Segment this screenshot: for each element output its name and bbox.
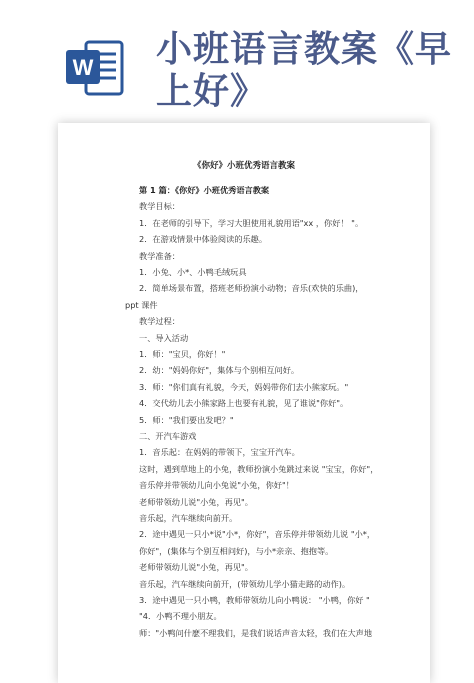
document-line: 3．师："你们真有礼貌，今天，妈妈带你们去小熊家玩。"	[139, 381, 349, 392]
document-line: 5．师："我们要出发吧？"	[139, 414, 234, 425]
document-line: 教学目标：	[139, 201, 180, 212]
word-icon-letter: W	[72, 55, 94, 80]
document-line: ppt 课件	[125, 299, 158, 310]
document-line: 音乐起，汽车继续向前开，(带领幼儿学小猫走路的动作)。	[139, 578, 351, 589]
word-document-icon	[66, 38, 124, 98]
document-line: 教学准备：	[139, 250, 180, 261]
document-line: 2．幼："妈妈你好"，集体与个别相互问好。	[139, 365, 300, 376]
banner	[0, 0, 474, 120]
document-line: 4．交代幼儿去小熊家路上也要有礼貌，见了谁说"你好"。	[139, 398, 349, 409]
document-line: 音乐停并带领幼儿向小兔说"小兔，你好"！	[139, 480, 294, 491]
document-line: "4．小鸭不理小朋友。	[139, 611, 222, 622]
banner-title-line-1: 小班语言教案《早	[156, 28, 453, 70]
document-line: 2．简单场景布置，搭班老师扮演小动物；音乐(欢快的乐曲)，	[139, 283, 364, 294]
document-line: 老师带领幼儿说"小兔，再见"。	[139, 562, 253, 573]
document-line: 师："小鸭问什麽不理我们，是我们说话声音太轻，我们在大声地	[139, 627, 373, 638]
document-line: 音乐起，汽车继续向前开。	[139, 513, 238, 523]
document-line: 2．途中遇见一只小*说"小*，你好"，音乐停并带领幼儿说 "小*，	[139, 529, 376, 540]
document-line: 第 1 篇：《你好》小班优秀语言教案	[139, 185, 270, 195]
document-line: 你好"，(集体与个别互相问好)，与小*亲亲、抱抱等。	[139, 545, 334, 556]
document-line: 1．音乐起：在妈妈的带领下，宝宝开汽车。	[139, 447, 300, 458]
banner-title-line-2: 上好》	[156, 70, 268, 112]
document-line: 教学过程：	[139, 316, 180, 327]
document-line: 二、开汽车游戏	[139, 431, 197, 441]
document-title: 《你好》小班优秀语言教案	[192, 161, 295, 171]
document-line: 1．在老师的引导下，学习大胆使用礼貌用语"xx ，你好！ "。	[139, 217, 364, 228]
document-line: 老师带领幼儿说"小兔，再见"。	[139, 496, 253, 507]
document-line: 2．在游戏情景中体验阅读的乐趣。	[139, 234, 268, 245]
document-line: 1．师："宝贝，你好！"	[139, 349, 226, 359]
document-line: 3．途中遇见一只小鸭，教师带领幼儿向小鸭说： "小鸭，你好 "	[139, 595, 370, 605]
document-page	[58, 123, 430, 683]
document-line: 1．小兔、小*、小鸭毛绒玩具	[139, 267, 247, 277]
banner-title	[156, 28, 456, 112]
document-line: 一、导入活动	[139, 332, 189, 343]
document-line: 这时，遇到草地上的小兔，教师扮演小兔跳过来说 "宝宝，你好"，	[139, 463, 379, 474]
